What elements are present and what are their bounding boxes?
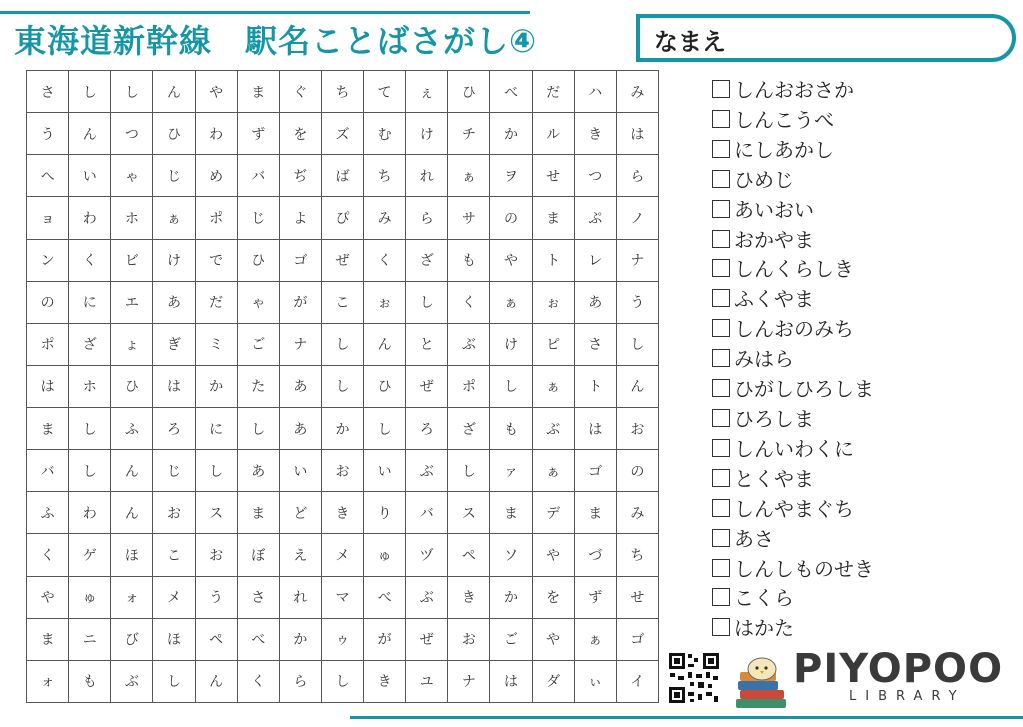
grid-cell[interactable]: ん bbox=[69, 113, 111, 155]
grid-cell[interactable]: ト bbox=[533, 240, 575, 282]
grid-cell[interactable]: ナ bbox=[617, 240, 659, 282]
grid-cell[interactable]: お bbox=[322, 450, 364, 492]
checkbox[interactable] bbox=[712, 200, 730, 218]
grid-cell[interactable]: チ bbox=[448, 113, 490, 155]
grid-cell[interactable]: み bbox=[617, 492, 659, 534]
grid-cell[interactable]: く bbox=[448, 282, 490, 324]
grid-cell[interactable]: エ bbox=[111, 282, 153, 324]
grid-cell[interactable]: ぜ bbox=[406, 366, 448, 408]
grid-cell[interactable]: ふ bbox=[27, 492, 69, 534]
grid-cell[interactable]: も bbox=[448, 240, 490, 282]
grid-cell[interactable]: ま bbox=[238, 492, 280, 534]
grid-cell[interactable]: ん bbox=[196, 661, 238, 703]
grid-cell[interactable]: か bbox=[490, 113, 532, 155]
letter-grid bbox=[26, 70, 659, 703]
grid-cell[interactable]: の bbox=[27, 282, 69, 324]
grid-cell[interactable]: み bbox=[364, 197, 406, 239]
grid-cell[interactable]: え bbox=[280, 534, 322, 576]
grid-cell[interactable]: ま bbox=[490, 492, 532, 534]
grid-cell[interactable]: ピ bbox=[533, 324, 575, 366]
grid-cell[interactable]: ぶ bbox=[406, 577, 448, 619]
checkbox[interactable] bbox=[712, 319, 730, 337]
grid-cell[interactable]: じ bbox=[238, 197, 280, 239]
grid-cell[interactable]: い bbox=[280, 450, 322, 492]
grid-cell[interactable]: ぷ bbox=[575, 197, 617, 239]
grid-cell[interactable]: ほ bbox=[111, 534, 153, 576]
grid-cell[interactable]: ト bbox=[575, 366, 617, 408]
grid-cell[interactable]: ゴ bbox=[617, 619, 659, 661]
grid-cell[interactable]: し bbox=[322, 661, 364, 703]
grid-cell[interactable]: の bbox=[617, 450, 659, 492]
grid-cell[interactable]: し bbox=[406, 282, 448, 324]
grid-cell[interactable]: に bbox=[196, 408, 238, 450]
grid-cell[interactable]: け bbox=[406, 113, 448, 155]
grid-cell[interactable]: き bbox=[448, 577, 490, 619]
checkbox[interactable] bbox=[712, 409, 730, 427]
checkbox[interactable] bbox=[712, 469, 730, 487]
checkbox[interactable] bbox=[712, 618, 730, 636]
grid-cell[interactable]: ぁ bbox=[533, 450, 575, 492]
grid-cell[interactable]: ぃ bbox=[575, 661, 617, 703]
grid-cell[interactable]: こ bbox=[153, 534, 195, 576]
grid-cell[interactable]: ぁ bbox=[533, 366, 575, 408]
grid-cell[interactable]: じ bbox=[153, 155, 195, 197]
grid-cell[interactable]: し bbox=[617, 324, 659, 366]
word-label: ふくやま bbox=[734, 287, 814, 312]
grid-cell[interactable]: ぁ bbox=[490, 282, 532, 324]
grid-cell[interactable]: れ bbox=[406, 155, 448, 197]
grid-cell[interactable]: ぶ bbox=[111, 661, 153, 703]
checkbox[interactable] bbox=[712, 439, 730, 457]
grid-cell[interactable]: ァ bbox=[490, 450, 532, 492]
grid-cell[interactable]: む bbox=[364, 113, 406, 155]
grid-cell[interactable]: ホ bbox=[69, 366, 111, 408]
grid-cell[interactable]: き bbox=[322, 492, 364, 534]
grid-cell[interactable]: ォ bbox=[111, 577, 153, 619]
grid-cell[interactable]: ひ bbox=[448, 71, 490, 113]
grid-cell[interactable]: し bbox=[111, 71, 153, 113]
word-item bbox=[712, 525, 874, 555]
grid-cell[interactable]: が bbox=[280, 282, 322, 324]
grid-cell[interactable]: き bbox=[364, 661, 406, 703]
grid-cell[interactable]: へ bbox=[27, 155, 69, 197]
grid-cell[interactable]: か bbox=[280, 619, 322, 661]
grid-cell[interactable]: い bbox=[364, 450, 406, 492]
grid-cell[interactable]: て bbox=[364, 71, 406, 113]
word-item bbox=[712, 465, 874, 495]
grid-cell[interactable]: ぼ bbox=[238, 534, 280, 576]
grid-cell[interactable]: ホ bbox=[111, 197, 153, 239]
grid-cell[interactable]: ば bbox=[322, 155, 364, 197]
grid-cell[interactable]: ノ bbox=[617, 197, 659, 239]
grid-cell[interactable]: め bbox=[196, 155, 238, 197]
grid-cell[interactable]: ぁ bbox=[575, 619, 617, 661]
grid-cell[interactable]: ポ bbox=[27, 324, 69, 366]
grid-cell[interactable]: じ bbox=[153, 450, 195, 492]
grid-cell[interactable]: ぶ bbox=[448, 324, 490, 366]
grid-cell[interactable]: ぎ bbox=[153, 324, 195, 366]
grid-cell[interactable]: ら bbox=[280, 661, 322, 703]
grid-cell[interactable]: し bbox=[238, 408, 280, 450]
grid-cell[interactable]: ダ bbox=[533, 661, 575, 703]
grid-cell[interactable]: ま bbox=[238, 71, 280, 113]
word-label: しんしものせき bbox=[734, 556, 874, 581]
grid-cell[interactable]: イ bbox=[617, 661, 659, 703]
grid-cell[interactable]: あ bbox=[575, 282, 617, 324]
grid-cell[interactable]: あ bbox=[280, 408, 322, 450]
grid-cell[interactable]: う bbox=[27, 113, 69, 155]
grid-cell[interactable]: た bbox=[238, 366, 280, 408]
grid-cell[interactable]: ゥ bbox=[322, 619, 364, 661]
grid-cell[interactable]: は bbox=[153, 366, 195, 408]
checkbox[interactable] bbox=[712, 349, 730, 367]
grid-cell[interactable]: メ bbox=[322, 534, 364, 576]
word-label: ひろしま bbox=[734, 406, 814, 431]
grid-cell[interactable]: や bbox=[533, 619, 575, 661]
grid-cell[interactable]: は bbox=[617, 113, 659, 155]
grid-cell[interactable]: お bbox=[617, 408, 659, 450]
grid-cell[interactable]: ゲ bbox=[69, 534, 111, 576]
grid-cell[interactable]: だ bbox=[196, 282, 238, 324]
grid-cell[interactable]: ず bbox=[238, 113, 280, 155]
grid-cell[interactable]: く bbox=[364, 240, 406, 282]
word-item bbox=[712, 614, 874, 644]
grid-cell[interactable]: ぇ bbox=[406, 71, 448, 113]
word-label: とくやま bbox=[734, 466, 814, 491]
grid-cell[interactable]: わ bbox=[69, 197, 111, 239]
grid-cell[interactable]: ち bbox=[617, 534, 659, 576]
grid-cell[interactable]: ぢ bbox=[280, 155, 322, 197]
grid-cell[interactable]: つ bbox=[575, 155, 617, 197]
grid-cell[interactable]: つ bbox=[111, 113, 153, 155]
brand-name: PIYOPOO bbox=[793, 646, 1004, 692]
grid-cell[interactable]: ま bbox=[27, 408, 69, 450]
grid-cell[interactable]: ん bbox=[111, 450, 153, 492]
grid-cell[interactable]: し bbox=[153, 661, 195, 703]
checkbox[interactable] bbox=[712, 379, 730, 397]
grid-cell[interactable]: く bbox=[69, 240, 111, 282]
grid-cell[interactable]: ス bbox=[196, 492, 238, 534]
word-label: あいおい bbox=[734, 197, 814, 222]
grid-cell[interactable]: ぉ bbox=[364, 282, 406, 324]
grid-cell[interactable]: り bbox=[364, 492, 406, 534]
grid-cell[interactable]: く bbox=[238, 661, 280, 703]
grid-cell[interactable]: に bbox=[69, 282, 111, 324]
grid-cell[interactable]: や bbox=[27, 577, 69, 619]
word-list bbox=[712, 76, 874, 644]
grid-cell[interactable]: の bbox=[490, 197, 532, 239]
word-item bbox=[712, 315, 874, 345]
grid-cell[interactable]: バ bbox=[27, 450, 69, 492]
chick-on-books-logo-icon bbox=[732, 655, 790, 711]
grid-cell[interactable]: が bbox=[364, 619, 406, 661]
grid-cell[interactable]: を bbox=[280, 113, 322, 155]
grid-cell[interactable]: ぜ bbox=[322, 240, 364, 282]
checkbox[interactable] bbox=[712, 259, 730, 277]
checkbox[interactable] bbox=[712, 588, 730, 606]
word-item bbox=[712, 106, 874, 136]
grid-cell[interactable]: ん bbox=[364, 324, 406, 366]
checkbox[interactable] bbox=[712, 499, 730, 517]
grid-cell[interactable]: ま bbox=[533, 197, 575, 239]
word-label: おかやま bbox=[734, 227, 814, 252]
grid-cell[interactable]: ソ bbox=[490, 534, 532, 576]
grid-cell[interactable]: ル bbox=[533, 113, 575, 155]
grid-cell[interactable]: ナ bbox=[448, 661, 490, 703]
grid-cell[interactable]: は bbox=[490, 661, 532, 703]
grid-cell[interactable]: ら bbox=[406, 197, 448, 239]
grid-cell[interactable]: ひ bbox=[238, 240, 280, 282]
checkbox[interactable] bbox=[712, 559, 730, 577]
grid-cell[interactable]: ゃ bbox=[111, 155, 153, 197]
grid-cell[interactable]: ま bbox=[575, 492, 617, 534]
checkbox[interactable] bbox=[712, 230, 730, 248]
grid-cell[interactable]: せ bbox=[617, 577, 659, 619]
grid-cell[interactable]: ス bbox=[448, 492, 490, 534]
grid-cell[interactable]: さ bbox=[575, 324, 617, 366]
grid-cell[interactable]: ォ bbox=[27, 661, 69, 703]
grid-cell[interactable]: ふ bbox=[111, 408, 153, 450]
word-label: しんやまぐち bbox=[734, 496, 854, 521]
checkbox[interactable] bbox=[712, 80, 730, 98]
grid-cell[interactable]: ゅ bbox=[364, 534, 406, 576]
word-label: こくら bbox=[734, 586, 794, 611]
grid-cell[interactable]: さ bbox=[238, 577, 280, 619]
grid-cell[interactable]: ミ bbox=[196, 324, 238, 366]
grid-cell[interactable]: ご bbox=[238, 324, 280, 366]
grid-cell[interactable]: べ bbox=[490, 71, 532, 113]
word-label: みはら bbox=[734, 347, 794, 372]
grid-cell[interactable]: メ bbox=[153, 577, 195, 619]
grid-cell[interactable]: こ bbox=[322, 282, 364, 324]
grid-cell[interactable]: ろ bbox=[153, 408, 195, 450]
grid-cell[interactable]: を bbox=[533, 577, 575, 619]
word-item bbox=[712, 226, 874, 256]
grid-cell[interactable]: ユ bbox=[406, 661, 448, 703]
grid-cell[interactable]: れ bbox=[280, 577, 322, 619]
grid-cell[interactable]: や bbox=[533, 534, 575, 576]
grid-cell[interactable]: バ bbox=[406, 492, 448, 534]
grid-cell[interactable]: や bbox=[490, 240, 532, 282]
grid-cell[interactable]: し bbox=[322, 366, 364, 408]
grid-cell[interactable]: ポ bbox=[196, 197, 238, 239]
grid-cell[interactable]: わ bbox=[196, 113, 238, 155]
name-field[interactable] bbox=[636, 14, 1016, 62]
grid-cell[interactable]: は bbox=[575, 408, 617, 450]
grid-cell[interactable]: い bbox=[69, 155, 111, 197]
checkbox[interactable] bbox=[712, 110, 730, 128]
grid-cell[interactable]: う bbox=[617, 282, 659, 324]
grid-cell[interactable]: ョ bbox=[27, 197, 69, 239]
grid-cell[interactable]: レ bbox=[575, 240, 617, 282]
grid-cell[interactable]: ビ bbox=[111, 240, 153, 282]
grid-cell[interactable]: ざ bbox=[406, 240, 448, 282]
grid-cell[interactable]: ち bbox=[364, 155, 406, 197]
word-item bbox=[712, 495, 874, 525]
grid-cell[interactable]: し bbox=[490, 366, 532, 408]
grid-cell[interactable]: ご bbox=[490, 619, 532, 661]
grid-cell[interactable]: デ bbox=[533, 492, 575, 534]
grid-cell[interactable]: お bbox=[153, 492, 195, 534]
grid-cell[interactable]: ん bbox=[111, 492, 153, 534]
word-label: ひめじ bbox=[734, 167, 794, 192]
grid-cell[interactable]: ゴ bbox=[575, 450, 617, 492]
word-item bbox=[712, 166, 874, 196]
word-item bbox=[712, 76, 874, 106]
grid-cell[interactable]: あ bbox=[238, 450, 280, 492]
word-item bbox=[712, 584, 874, 614]
brand-sub: LIBRARY bbox=[849, 689, 966, 704]
grid-cell[interactable]: し bbox=[322, 324, 364, 366]
grid-cell[interactable]: ら bbox=[617, 155, 659, 197]
grid-cell[interactable]: か bbox=[490, 577, 532, 619]
grid-cell[interactable]: ぶ bbox=[533, 408, 575, 450]
word-label: しんいわくに bbox=[734, 436, 854, 461]
word-label: しんおのみち bbox=[734, 317, 854, 342]
checkbox[interactable] bbox=[712, 170, 730, 188]
grid-cell[interactable]: ン bbox=[27, 240, 69, 282]
grid-cell[interactable]: み bbox=[617, 71, 659, 113]
title-top-rule bbox=[0, 11, 530, 14]
grid-cell[interactable]: き bbox=[575, 113, 617, 155]
grid-cell[interactable]: お bbox=[196, 534, 238, 576]
word-label: しんこうべ bbox=[734, 107, 834, 132]
word-label: しんおおさか bbox=[734, 78, 854, 102]
grid-cell[interactable]: ナ bbox=[280, 324, 322, 366]
grid-cell[interactable]: び bbox=[111, 619, 153, 661]
grid-cell[interactable]: ぐ bbox=[280, 71, 322, 113]
grid-cell[interactable]: ず bbox=[575, 577, 617, 619]
grid-cell[interactable]: ゴ bbox=[280, 240, 322, 282]
grid-cell[interactable]: ん bbox=[617, 366, 659, 408]
grid-cell[interactable]: ポ bbox=[448, 366, 490, 408]
grid-cell[interactable]: ひ bbox=[111, 366, 153, 408]
qr-code-icon bbox=[668, 652, 720, 704]
grid-cell[interactable]: よ bbox=[280, 197, 322, 239]
word-item bbox=[712, 375, 874, 405]
checkbox[interactable] bbox=[712, 140, 730, 158]
grid-cell[interactable]: と bbox=[406, 324, 448, 366]
grid-cell[interactable]: ま bbox=[27, 619, 69, 661]
grid-cell[interactable]: ど bbox=[280, 492, 322, 534]
grid-cell[interactable]: し bbox=[69, 71, 111, 113]
grid-cell[interactable]: ち bbox=[322, 71, 364, 113]
grid-cell[interactable]: く bbox=[27, 534, 69, 576]
grid-cell[interactable]: ぴ bbox=[322, 197, 364, 239]
grid-cell[interactable]: し bbox=[364, 408, 406, 450]
grid-cell[interactable]: ぉ bbox=[533, 282, 575, 324]
grid-cell[interactable]: あ bbox=[153, 282, 195, 324]
grid-cell[interactable]: ぁ bbox=[448, 155, 490, 197]
word-item bbox=[712, 196, 874, 226]
word-item bbox=[712, 555, 874, 585]
word-item bbox=[712, 405, 874, 435]
grid-cell[interactable]: マ bbox=[322, 577, 364, 619]
grid-cell[interactable]: だ bbox=[533, 71, 575, 113]
grid-cell[interactable]: ひ bbox=[364, 366, 406, 408]
grid-cell[interactable]: ひ bbox=[153, 113, 195, 155]
grid-cell[interactable]: あ bbox=[280, 366, 322, 408]
grid-cell[interactable]: づ bbox=[575, 534, 617, 576]
grid-cell[interactable]: し bbox=[69, 450, 111, 492]
grid-cell[interactable]: ぜ bbox=[406, 619, 448, 661]
checkbox[interactable] bbox=[712, 529, 730, 547]
grid-cell[interactable]: サ bbox=[448, 197, 490, 239]
word-item bbox=[712, 255, 874, 285]
grid-cell[interactable]: し bbox=[196, 450, 238, 492]
grid-cell[interactable]: ペ bbox=[448, 534, 490, 576]
brand-logo bbox=[793, 647, 1003, 704]
grid-cell[interactable]: さ bbox=[27, 71, 69, 113]
checkbox[interactable] bbox=[712, 289, 730, 307]
grid-cell[interactable]: け bbox=[153, 240, 195, 282]
grid-cell[interactable]: け bbox=[490, 324, 532, 366]
grid-cell[interactable]: わ bbox=[69, 492, 111, 534]
grid-cell[interactable]: か bbox=[196, 366, 238, 408]
word-label: ひがしひろしま bbox=[734, 377, 874, 402]
grid-cell[interactable]: べ bbox=[238, 619, 280, 661]
grid-cell[interactable]: か bbox=[322, 408, 364, 450]
grid-cell[interactable]: お bbox=[448, 619, 490, 661]
word-item bbox=[712, 345, 874, 375]
grid-cell[interactable]: ぶ bbox=[406, 450, 448, 492]
word-item bbox=[712, 435, 874, 465]
word-label: にしあかし bbox=[734, 137, 834, 162]
grid-cell[interactable]: ペ bbox=[196, 619, 238, 661]
grid-cell[interactable]: ヅ bbox=[406, 534, 448, 576]
grid-cell[interactable]: や bbox=[196, 71, 238, 113]
bottom-rule bbox=[350, 716, 1023, 719]
grid-cell[interactable]: べ bbox=[364, 577, 406, 619]
grid-cell[interactable]: は bbox=[27, 366, 69, 408]
grid-cell[interactable]: ざ bbox=[69, 324, 111, 366]
grid-cell[interactable]: せ bbox=[533, 155, 575, 197]
grid-cell[interactable]: ざ bbox=[448, 408, 490, 450]
word-label: はかた bbox=[734, 616, 794, 641]
grid-cell[interactable]: し bbox=[69, 408, 111, 450]
grid-cell[interactable]: ほ bbox=[153, 619, 195, 661]
word-label: しんくらしき bbox=[734, 257, 854, 282]
grid-cell[interactable]: も bbox=[490, 408, 532, 450]
grid-cell[interactable]: ズ bbox=[322, 113, 364, 155]
grid-cell[interactable]: ゃ bbox=[238, 282, 280, 324]
page-title: 東海道新幹線 駅名ことばさがし④ bbox=[14, 22, 538, 60]
word-item bbox=[712, 285, 874, 315]
grid-cell[interactable]: も bbox=[69, 661, 111, 703]
word-item bbox=[712, 136, 874, 166]
grid-cell[interactable]: ぁ bbox=[153, 197, 195, 239]
grid-cell[interactable]: ニ bbox=[69, 619, 111, 661]
grid-cell[interactable]: バ bbox=[238, 155, 280, 197]
grid-cell[interactable]: ん bbox=[153, 71, 195, 113]
name-label: なまえ bbox=[654, 28, 726, 56]
grid-cell[interactable]: ゅ bbox=[69, 577, 111, 619]
grid-cell[interactable]: し bbox=[448, 450, 490, 492]
grid-cell[interactable]: ょ bbox=[111, 324, 153, 366]
grid-cell[interactable]: ハ bbox=[575, 71, 617, 113]
grid-cell[interactable]: で bbox=[196, 240, 238, 282]
grid-cell[interactable]: ヲ bbox=[490, 155, 532, 197]
grid-cell[interactable]: ろ bbox=[406, 408, 448, 450]
grid-cell[interactable]: う bbox=[196, 577, 238, 619]
word-label: あさ bbox=[734, 526, 774, 551]
